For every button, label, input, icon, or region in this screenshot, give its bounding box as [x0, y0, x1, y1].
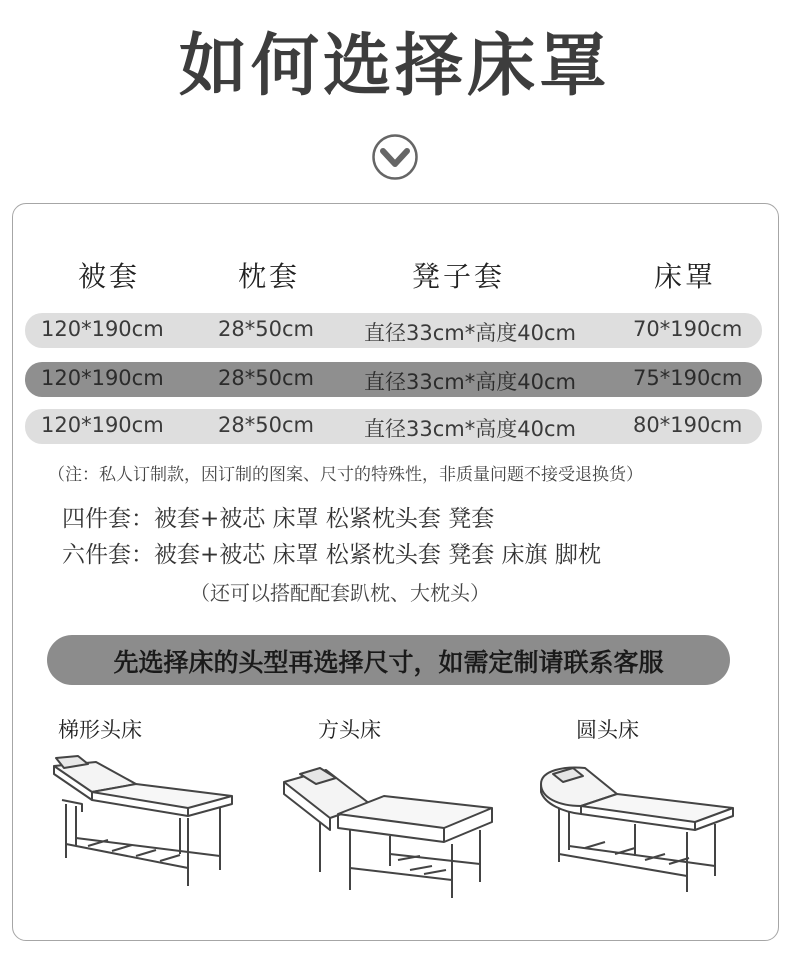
trapezoid-head-bed-icon: [48, 750, 240, 892]
table-cell: 直径33cm*高度40cm: [364, 417, 576, 441]
instruction-banner: [47, 635, 730, 685]
column-header-duvet: 被套: [78, 260, 141, 293]
table-row: [25, 362, 762, 397]
column-header-pillowcase: 枕套: [238, 260, 301, 293]
table-row: [25, 313, 762, 348]
table-cell: 70*190cm: [633, 317, 743, 341]
bed-type-label: 圆头床: [576, 718, 639, 742]
table-cell: 80*190cm: [633, 413, 743, 437]
square-head-bed-icon: [280, 750, 500, 900]
extra-options: （还可以搭配配套趴枕、大枕头）: [190, 581, 490, 605]
instruction-text: 先选择床的头型再选择尺寸，如需定制请联系客服: [113, 648, 664, 677]
page-title: 如何选择床罩: [178, 27, 611, 106]
four-piece-set: 四件套：被套+被芯 床罩 松紧枕头套 凳套: [62, 506, 495, 532]
custom-order-note: （注：私人订制款，因订制的图案、尺寸的特殊性，非质量问题不接受退换货）: [48, 465, 643, 485]
bed-type-label: 方头床: [318, 718, 381, 742]
round-head-bed-icon: [535, 750, 740, 898]
table-row: [25, 409, 762, 444]
column-header-stool-cover: 凳子套: [412, 260, 506, 293]
table-cell: 75*190cm: [633, 366, 743, 390]
column-header-bed-cover: 床罩: [654, 260, 717, 293]
table-cell: 直径33cm*高度40cm: [364, 321, 576, 345]
bed-type-label: 梯形头床: [58, 718, 142, 742]
table-cell: 120*190cm: [41, 317, 164, 341]
six-piece-set: 六件套：被套+被芯 床罩 松紧枕头套 凳套 床旗 脚枕: [62, 542, 601, 568]
table-cell: 120*190cm: [41, 413, 164, 437]
table-cell: 28*50cm: [218, 317, 314, 341]
table-cell: 28*50cm: [218, 366, 314, 390]
table-cell: 28*50cm: [218, 413, 314, 437]
chevron-down-icon: [372, 134, 418, 180]
table-cell: 直径33cm*高度40cm: [364, 370, 576, 394]
table-cell: 120*190cm: [41, 366, 164, 390]
